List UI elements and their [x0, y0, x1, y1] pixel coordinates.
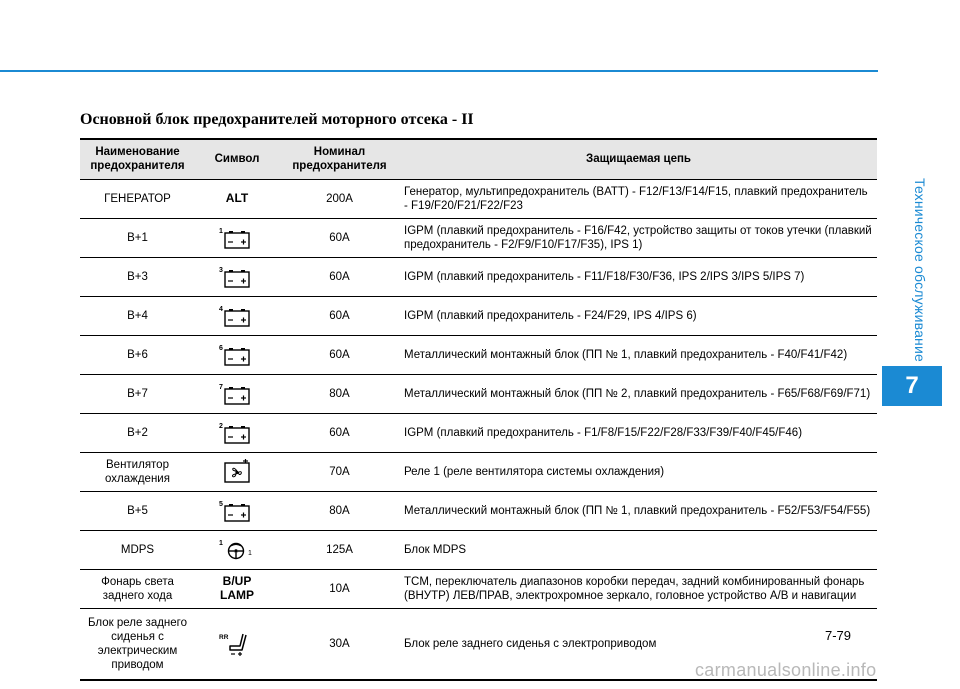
- header-fuse-name: Наименование предохранителя: [90, 146, 185, 173]
- chapter-number: 7: [882, 366, 942, 406]
- svg-text:1: 1: [248, 549, 252, 557]
- svg-text:4: 4: [219, 305, 223, 313]
- seat-icon: [217, 631, 257, 657]
- battery-icon: [217, 264, 257, 290]
- fuse-circuit: Металлический монтажный блок (ПП № 2, плавкий предохранитель - F65/F68/F69/F71): [404, 387, 871, 400]
- page-title: Основной блок предохранителей моторного отсека - II: [80, 111, 474, 128]
- fuse-symbol: [195, 530, 279, 569]
- fuse-rating: 80A: [329, 504, 350, 517]
- fuse-name: B+4: [127, 309, 148, 322]
- fuse-table: [80, 138, 877, 681]
- table-row: [80, 296, 877, 335]
- fuse-rating: 30A: [329, 637, 350, 650]
- header-rule: [0, 70, 878, 72]
- svg-text:6: 6: [219, 344, 223, 352]
- fuse-symbol: B/UP LAMP: [220, 573, 254, 602]
- table-row: [80, 569, 877, 608]
- fuse-circuit: Реле 1 (реле вентилятора системы охлаждения): [404, 465, 665, 478]
- fuse-rating: 10A: [329, 582, 350, 595]
- fuse-circuit: Металлический монтажный блок (ПП № 1, плавкий предохранитель - F40/F41/F42): [404, 348, 848, 361]
- svg-text:3: 3: [219, 266, 223, 274]
- fuse-circuit: IGPM (плавкий предохранитель - F24/F29, IPS 4/IPS 6): [404, 309, 697, 322]
- section-title: Техническое обслуживание: [912, 178, 928, 362]
- table-row: [80, 374, 877, 413]
- table-row: [80, 257, 877, 296]
- fuse-name: Фонарь света заднего хода: [101, 575, 174, 602]
- fuse-circuit: TCM, переключатель диапазонов коробки передач, задний комбинированный фонарь (ВНУТР) ЛЕВ/ПРАВ, электрохромное зеркало, головное устройство A/B и навигации: [404, 575, 865, 602]
- fuse-rating: 60A: [329, 309, 350, 322]
- fuse-name: ГЕНЕРАТОР: [104, 192, 171, 205]
- fuse-name: B+7: [127, 387, 148, 400]
- fuse-circuit: Блок MDPS: [404, 543, 467, 556]
- table-row: [80, 530, 877, 569]
- fuse-name: B+5: [127, 504, 148, 517]
- fuse-symbol: [195, 413, 279, 452]
- fuse-symbol: [195, 257, 279, 296]
- battery-icon: [217, 498, 257, 524]
- fuse-symbol: [195, 218, 279, 257]
- table-row: [80, 218, 877, 257]
- fuse-rating: 70A: [329, 465, 350, 478]
- fuse-circuit: IGPM (плавкий предохранитель - F11/F18/F30/F36, IPS 2/IPS 3/IPS 5/IPS 7): [404, 270, 805, 283]
- fuse-name: B+1: [127, 231, 148, 244]
- fuse-name: MDPS: [120, 543, 155, 556]
- header-symbol: Символ: [214, 153, 260, 166]
- fuse-rating: 60A: [329, 426, 350, 439]
- header-rating: Номинал предохранителя: [292, 146, 387, 173]
- battery-icon: [217, 381, 257, 407]
- fuse-symbol: [195, 452, 279, 491]
- battery-icon: [217, 420, 257, 446]
- fuse-rating: 60A: [329, 270, 350, 283]
- steering-wheel-icon: [217, 537, 257, 563]
- fuse-symbol: [195, 374, 279, 413]
- fuse-symbol: [195, 491, 279, 530]
- table-row: [80, 335, 877, 374]
- fuse-symbol: [195, 296, 279, 335]
- svg-text:1: 1: [219, 227, 223, 235]
- fuse-rating: 60A: [329, 231, 350, 244]
- svg-text:RR: RR: [219, 633, 229, 641]
- table-row: [80, 413, 877, 452]
- svg-text:2: 2: [219, 422, 223, 430]
- fuse-name: B+2: [127, 426, 148, 439]
- table-header-row: [80, 139, 877, 179]
- svg-text:1: 1: [219, 539, 223, 547]
- fuse-rating: 200A: [326, 192, 353, 205]
- watermark: carmanualsonline.info: [695, 660, 877, 680]
- fuse-name: B+6: [127, 348, 148, 361]
- fan-icon: [217, 459, 257, 485]
- battery-icon: [217, 303, 257, 329]
- fuse-symbol: [195, 335, 279, 374]
- fuse-symbol: ALT: [225, 190, 249, 205]
- table-row: [80, 452, 877, 491]
- fuse-circuit: IGPM (плавкий предохранитель - F1/F8/F15/F22/F28/F33/F39/F40/F45/F46): [404, 426, 803, 439]
- header-circuit: Защищаемая цепь: [586, 153, 691, 166]
- battery-icon: [217, 225, 257, 251]
- fuse-rating: 80A: [329, 387, 350, 400]
- fuse-circuit: Металлический монтажный блок (ПП № 1, плавкий предохранитель - F52/F53/F54/F55): [404, 504, 871, 517]
- svg-text:5: 5: [219, 500, 223, 508]
- fuse-circuit: Блок реле заднего сиденья с электроприводом: [404, 637, 657, 650]
- fuse-name: Вентилятор охлаждения: [105, 458, 170, 485]
- fuse-circuit: IGPM (плавкий предохранитель - F16/F42, устройство защиты от токов утечки (плавкий предохранитель - F2/F9/F10/F17/F35), IPS 1): [404, 224, 872, 251]
- fuse-name: B+3: [127, 270, 148, 283]
- table-row: [80, 491, 877, 530]
- fuse-rating: 125A: [326, 543, 353, 556]
- fuse-name: Блок реле заднего сиденья с электрическим приводом: [87, 616, 188, 671]
- page-number: 7-79: [825, 628, 852, 643]
- battery-icon: [217, 342, 257, 368]
- table-row: [80, 179, 877, 218]
- fuse-rating: 60A: [329, 348, 350, 361]
- fuse-symbol: [195, 608, 279, 680]
- svg-text:7: 7: [219, 383, 223, 391]
- fuse-circuit: Генератор, мультипредохранитель (BATT) - F12/F13/F14/F15, плавкий предохранитель - F19/F20/F21/F22/F23: [404, 185, 868, 212]
